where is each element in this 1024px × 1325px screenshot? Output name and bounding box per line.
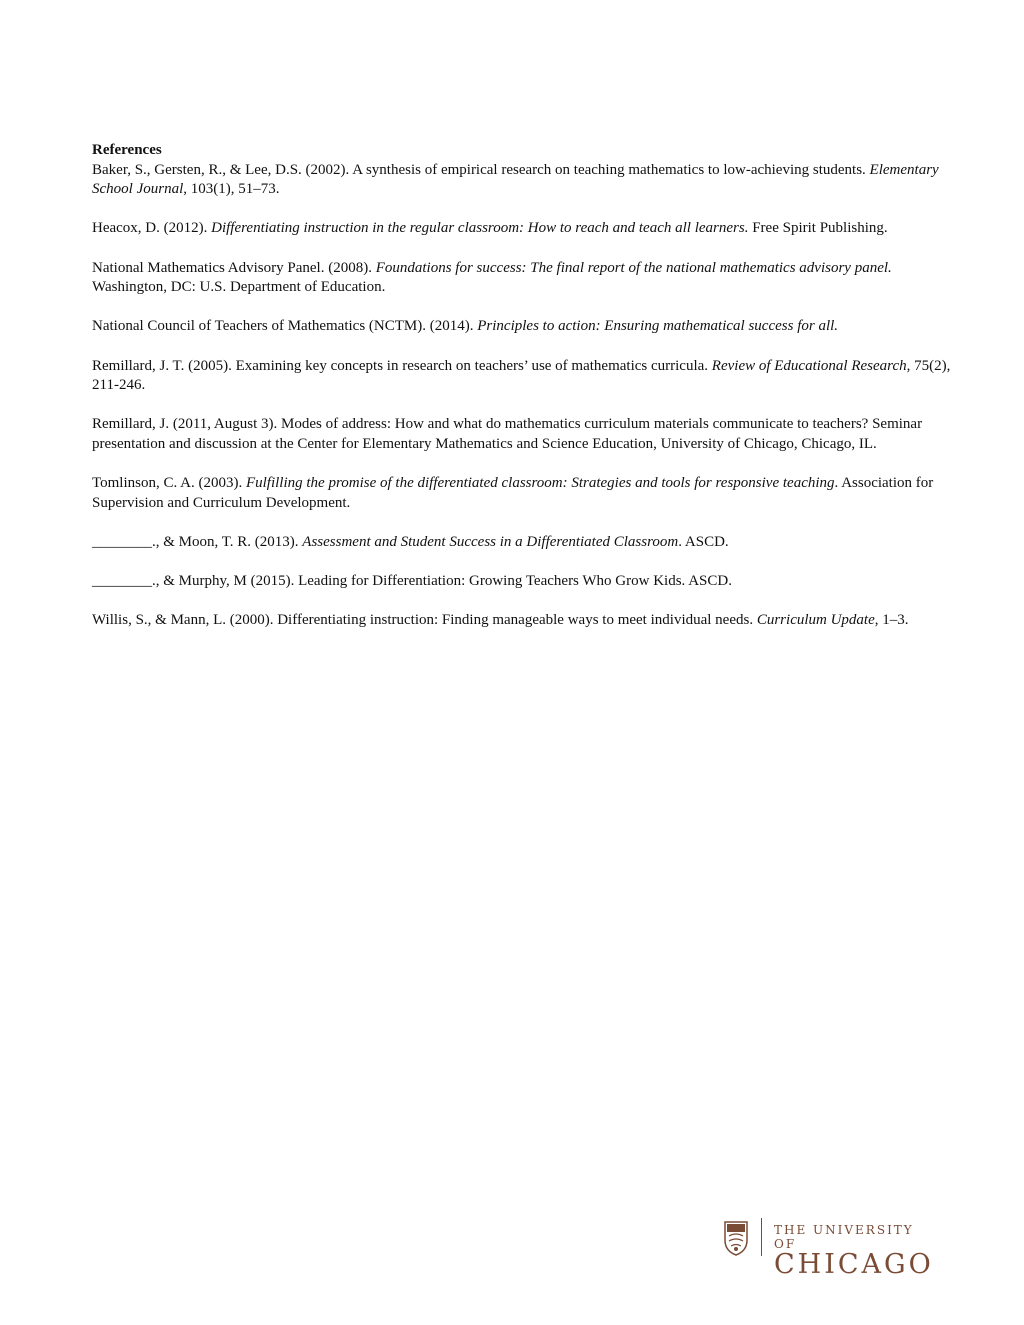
reference-text: Willis, S., & Mann, L. (2000). Differentiating instruction: Finding manageable ways to meet individual needs. [92,612,757,629]
references-list [92,161,954,631]
logo-line-2: CHICAGO [773,1249,934,1280]
reference-entry [92,611,954,631]
reference-text: National Council of Teachers of Mathematics (NCTM). (2014). [92,318,478,335]
university-logo [723,1218,938,1280]
reference-entry [92,317,954,337]
reference-italic-text: Differentiating instruction in the regular classroom: How to reach and teach all learners. [211,220,749,237]
reference-text: , 1–3. [874,612,909,629]
reference-entry [92,161,954,200]
reference-text: ________., & Moon, T. R. (2013). [92,533,303,550]
reference-text: , 75(2), 211-246. [92,357,951,394]
reference-italic-text: Elementary School Journal [92,161,939,198]
reference-entry [92,357,954,396]
logo-line-1: THE UNIVERSITY OF [773,1223,914,1251]
reference-text: Remillard, J. T. (2005). Examining key concepts in research on teachers’ use of mathematics curricula. [92,357,712,374]
reference-entry [92,474,954,513]
references-section [92,141,954,650]
reference-italic-text: Assessment and Student Success in a Differentiated Classroom [302,533,679,550]
reference-text: Free Spirit Publishing. [748,220,888,237]
reference-text: , 103(1), 51–73. [183,181,280,198]
reference-entry [92,572,954,592]
reference-italic-text: Fulfilling the promise of the differentiated classroom: Strategies and tools for responsive teaching [245,475,835,492]
reference-text: . ASCD. [678,533,729,550]
reference-text: Baker, S., Gersten, R., & Lee, D.S. (2002). A synthesis of empirical research on teaching mathematics to low-achieving students. [92,161,870,178]
logo-divider [761,1218,762,1256]
reference-text: Washington, DC: U.S. Department of Education. [92,279,386,296]
logo-wordmark [773,1218,938,1280]
reference-entry [92,259,954,298]
reference-entry [92,219,954,239]
reference-italic-text: Curriculum Update [756,612,875,629]
reference-text: Remillard, J. (2011, August 3). Modes of address: How and what do mathematics curriculum materials communicate to teachers? Seminar presentation and discussion at the Center for Elementary Mathematics and Science Education, University of Chicago, Chicago, IL. [92,416,923,452]
reference-text: National Mathematics Advisory Panel. (2008). [92,259,376,276]
university-seal-icon [723,1220,749,1256]
reference-entry [92,533,954,553]
reference-entry [92,415,954,454]
reference-italic-text: Review of Educational Research [711,357,907,374]
reference-text: ________., & Murphy, M (2015). Leading for Differentiation: Growing Teachers Who Grow Kids. ASCD. [92,573,732,590]
reference-italic-text: Foundations for success: The final report of the national mathematics advisory panel. [375,259,892,276]
references-heading: References [92,142,162,158]
reference-text: . Association for Supervision and Curriculum Development. [92,475,934,511]
reference-text: Heacox, D. (2012). [92,220,212,237]
reference-text: Tomlinson, C. A. (2003). [92,475,246,492]
reference-italic-text: Principles to action: Ensuring mathematical success for all. [477,318,839,335]
